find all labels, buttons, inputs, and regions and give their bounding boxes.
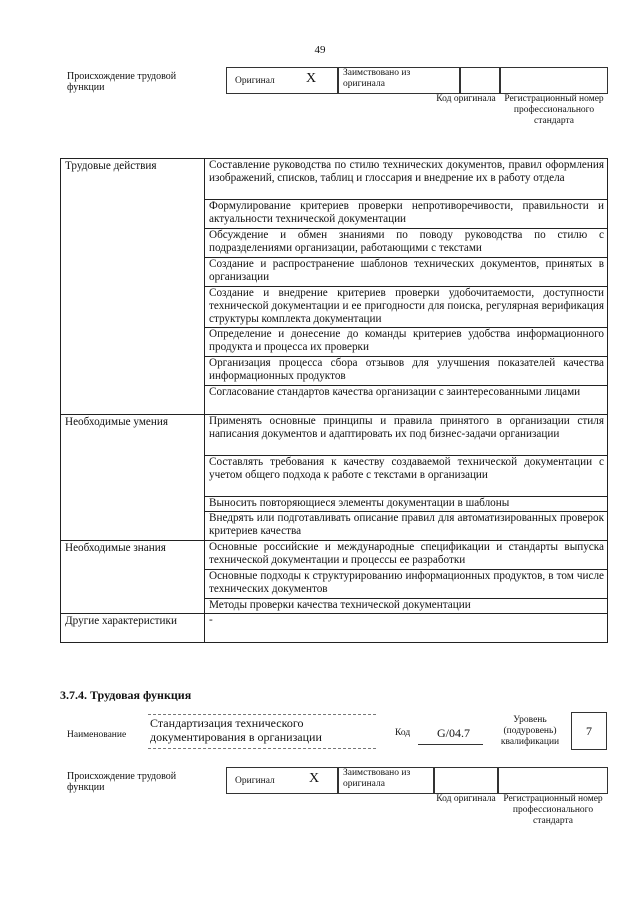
table-cell: Основные подходы к структурированию информационных продуктов, в том числе технических документов: [205, 570, 608, 599]
level-label: Уровень (подуровень) квалификации: [500, 715, 560, 747]
table-cell: Формулирование критериев проверки непротиворечивости, правильности и актуальности технической документации: [205, 200, 608, 229]
table-row: [61, 159, 608, 200]
table-row: [61, 614, 608, 643]
code-value: G/04.7: [437, 726, 470, 740]
function-name: Стандартизация технического документирования в организации: [150, 716, 322, 744]
table-cell: Создание и внедрение критериев проверки удобочитаемости, доступности технической документации и ее пригодности для поиска, регулярная верификация структуры комплекта документации: [205, 287, 608, 328]
reg-number-caption: Регистрационный номер профессионального стандарта: [504, 94, 604, 126]
row-label: Необходимые умения: [61, 415, 205, 541]
table-cell: -: [205, 614, 608, 643]
divider: [418, 744, 483, 745]
row-label: Необходимые знания: [61, 541, 205, 614]
code-original-box: [434, 767, 498, 794]
reg-number-box: [498, 767, 608, 794]
table-cell: Организация процесса сбора отзывов для улучшения показателей качества информационных продуктов: [205, 357, 608, 386]
table-row: [61, 541, 608, 570]
code-original-caption: Код оригинала: [436, 794, 496, 804]
origin-label: Происхождение трудовой функции: [67, 71, 177, 93]
original-label: Оригинал: [235, 776, 275, 786]
row-label: Трудовые действия: [61, 159, 205, 415]
section-heading: 3.7.4. Трудовая функция: [60, 688, 192, 702]
original-mark: X: [309, 771, 320, 786]
borrowed-label: Заимствовано из оригинала: [343, 768, 411, 789]
table-cell: Создание и распространение шаблонов технических документов, принятых в организации: [205, 258, 608, 287]
row-label: Другие характеристики: [61, 614, 205, 643]
level-value: 7: [586, 724, 592, 738]
table-cell: Составлять требования к качеству создаваемой технической документации с учетом общего подхода к работе с текстами в организации: [205, 456, 608, 497]
origin-label: Происхождение трудовой функции: [67, 771, 177, 793]
borrowed-label: Заимствовано из оригинала: [343, 68, 411, 89]
table-row: [61, 415, 608, 456]
labor-function-table: [60, 158, 608, 643]
page-number: 49: [314, 44, 326, 56]
code-original-box: [460, 67, 500, 94]
divider: [148, 714, 376, 715]
reg-number-caption: Регистрационный номер профессионального стандарта: [503, 794, 603, 826]
name-label: Наименование: [67, 730, 127, 740]
table-cell: Обсуждение и обмен знаниями по поводу руководства по стилю с подразделениями организации, работающими с текстами: [205, 229, 608, 258]
divider: [148, 748, 376, 749]
table-cell: Основные российские и международные спецификации и стандарты выпуска технической документации и процессы ее разработки: [205, 541, 608, 570]
table-cell: Методы проверки качества технической документации: [205, 599, 608, 614]
code-label: Код: [395, 728, 411, 738]
table-cell: Применять основные принципы и правила принятого в организации стиля написания документов и адаптировать их под бизнес-задачи организации: [205, 415, 608, 456]
original-label: Оригинал: [235, 76, 275, 86]
table-cell: Внедрять или подготавливать описание правил для автоматизированных проверок критериев качества: [205, 512, 608, 541]
reg-number-box: [500, 67, 608, 94]
table-cell: Составление руководства по стилю технических документов, правил оформления изображений, списков, таблиц и глоссария и внедрение их в работу отдела: [205, 159, 608, 200]
table-cell: Согласование стандартов качества организации с заинтересованными лицами: [205, 386, 608, 415]
original-mark: X: [306, 71, 317, 86]
table-cell: Определение и донесение до команды критериев удобства информационного продукта и процесса их проверки: [205, 328, 608, 357]
code-original-caption: Код оригинала: [436, 94, 496, 104]
table-cell: Выносить повторяющиеся элементы документации в шаблоны: [205, 497, 608, 512]
